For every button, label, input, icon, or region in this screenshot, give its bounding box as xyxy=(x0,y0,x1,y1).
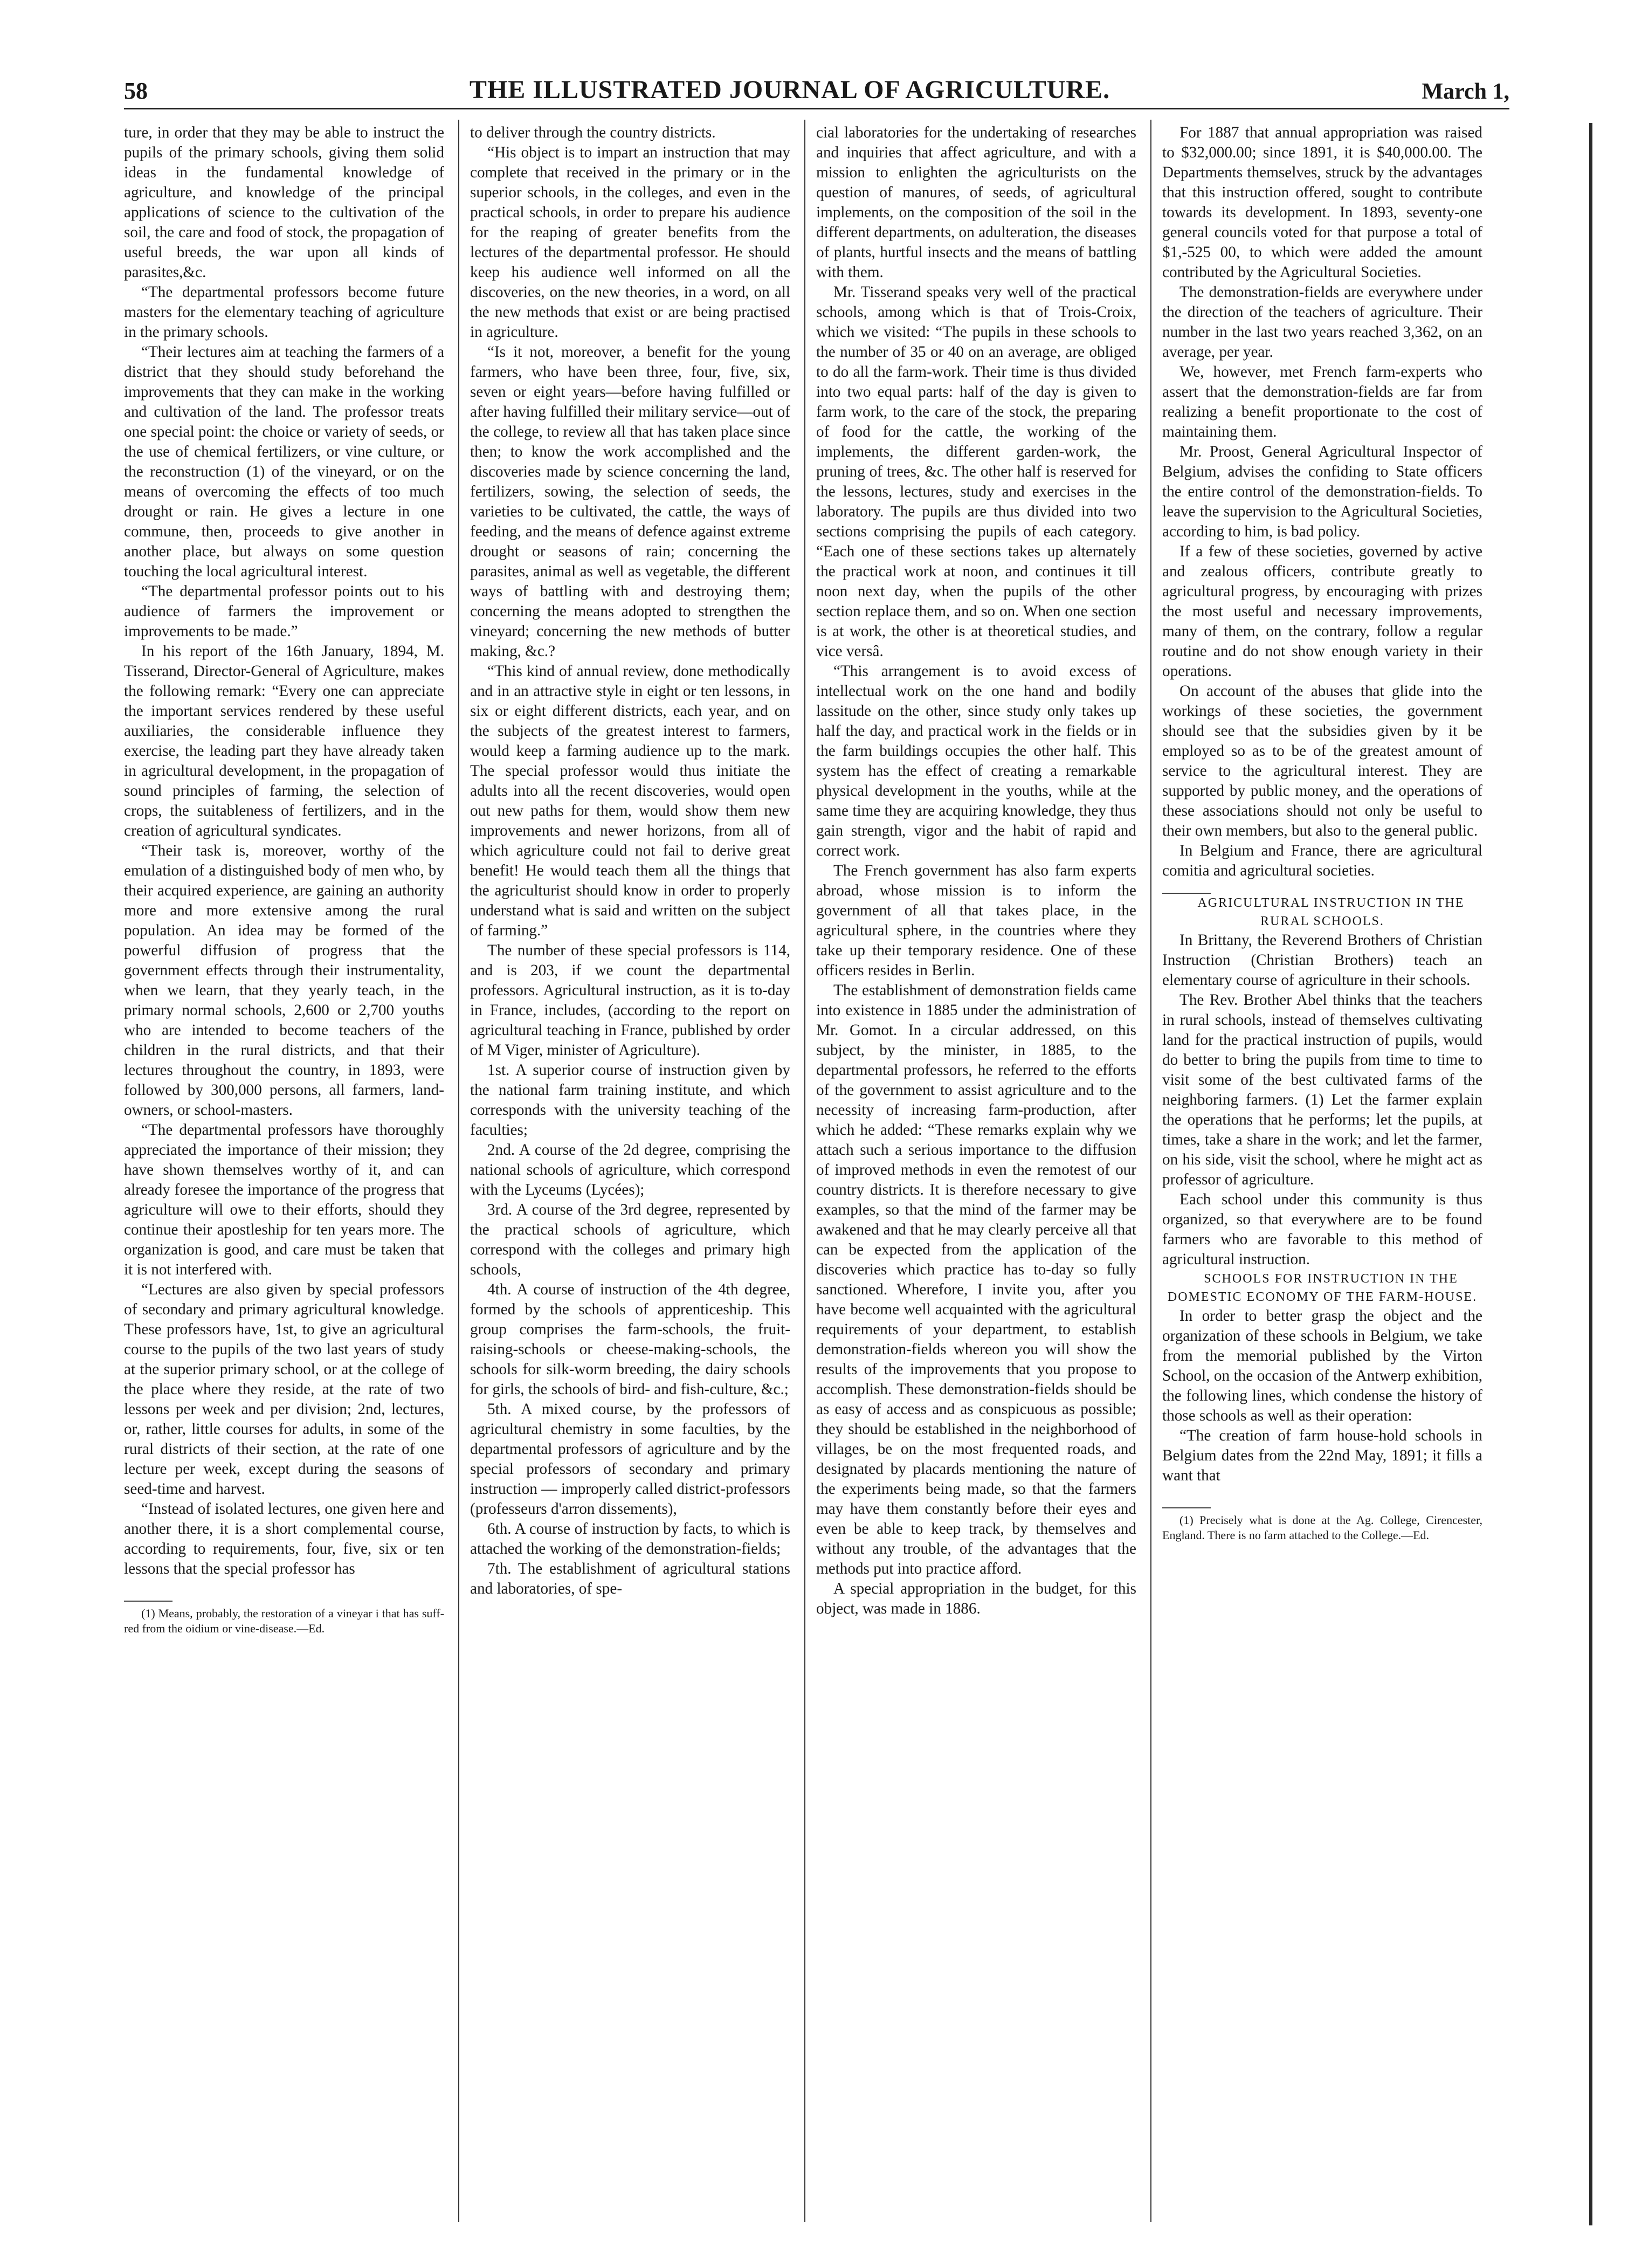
paragraph: “Instead of isolated lectures, one given here and another there, it is a short complemental course, according to requirements, four, five, six or ten lessons that the special professor has xyxy=(124,1500,444,1577)
paragraph: “The departmental professor points out to his audience of farmers the improvement or improvements to be made.” xyxy=(124,583,444,640)
paragraph: 4th. A course of instruction of the 4th degree, formed by the schools of apprenticeship. This group comprises the farm-schools, the fruit-raising-schools or cheese-making-schools, the schools for silk-worm breeding, the dairy schools for girls, the schools of bird- and fish-culture, &c.; xyxy=(470,1281,790,1398)
paragraph: The number of these special professors is 114, and is 203, if we count the departmental professors. Agricultural instruction, as it is to-day in France, includes, (according to the report on agricultural teaching in France, published by order of M Viger, minister of Agriculture). xyxy=(470,942,790,1059)
page-number: 58 xyxy=(124,78,148,104)
section-heading: AGRICULTURAL INSTRUCTION IN THE RURAL SCHOOLS. xyxy=(1197,896,1465,928)
column-3 xyxy=(816,123,1136,2225)
paragraph: “Their lectures aim at teaching the farmers of a district that they should study beforehand the improvements that they can make in the working and cultivation of the land. The professor treats one special point: the choice or variety of seeds, or the use of chemical fertilizers, or vine culture, or the reconstruction (1) of the vineyard, or on the means of overcoming the effects of too much drought or rain. He gives a lecture in one commune, then, proceeds to give another in another place, but always on some question touching the local agricultural interest. xyxy=(124,343,444,580)
page-edge-binding xyxy=(1589,123,1592,2225)
paragraph: “His object is to impart an instruction that may complete that received in the primary or in the superior schools, in the colleges, and even in the practical schools, in order to prepare his audience for the reaping of greater benefits from the lectures of the departmental professor. He should keep his audience well informed on all the discoveries, on the new theories, in a word, on all the new methods that exist or are being practised in agriculture. xyxy=(470,144,790,341)
paragraph: On account of the abuses that glide into the workings of these societies, the government should see that the subsidies given by it be employed so as to be of the greatest amount of service to the agricultural interest. They are supported by public money, and the operations of these associations should not only be useful to their own members, but also to the general public. xyxy=(1162,683,1482,839)
paragraph: A special appropriation in the budget, for this object, was made in 1886. xyxy=(816,1580,1136,1617)
paragraph: “The creation of farm house-hold schools in Belgium dates from the 22nd May, 1891; it fills a want that xyxy=(1162,1427,1482,1484)
paragraph: The establishment of demonstration fields came into existence in 1885 under the administration of Mr. Gomot. In a circular addressed, on this subject, by the minister, in 1885, to the departmental professors, he referred to the efforts of the government to assist agriculture and to the necessity of increasing farm-production, after which he added: “These remarks explain why we attach such a serious importance to the diffusion of improved methods in even the remotest of our country districts. It is therefore necessary to give examples, so that the mind of the farmer may be awakened and that he may clearly perceive all that can be expected from the application of the discoveries which practice has to-day so fully sanctioned. Wherefore, I invite you, after you have become well acquainted with the agricultural requirements of your department, to establish demonstration-fields whereon you will show the results of the improvements that you propose to accomplish. These demonstration-fields should be as easy of access and as conspicuous as possible; they should be established in the neighborhood of villages, be on the most frequented roads, and designated by placards mentioning the nature of the experiments being made, so that the farmers may have them constantly before their eyes and even be able to keep track, by themselves and without any trouble, of the advantages that the methods put into practice afford. xyxy=(816,982,1136,1577)
paragraph: If a few of these societies, governed by active and zealous officers, contribute greatly to agricultural progress, by encouraging with prizes the most useful and necessary improvements, many of them, on the contrary, follow a regular routine and do not show enough variety in their operations. xyxy=(1162,543,1482,680)
paragraph: 6th. A course of instruction by facts, to which is attached the working of the demonstration-fields; xyxy=(470,1520,790,1557)
column-rule xyxy=(804,120,805,2222)
issue-date: March 1, xyxy=(1422,79,1509,104)
column-1 xyxy=(124,123,444,2225)
paragraph: “The departmental professors become future masters for the elementary teaching of agriculture in the primary schools. xyxy=(124,284,444,341)
paragraph: cial laboratories for the undertaking of researches and inquiries that affect agriculture, and with a mission to enlighten the agriculturists on the question of manures, of seeds, of agricultural implements, on the composition of the soil in the different departments, on adulteration, the diseases of plants, hurtful insects and the means of battling with them. xyxy=(816,124,1136,281)
paragraph: In Belgium and France, there are agricultural comitia and agricultural societies. xyxy=(1162,842,1482,879)
paragraph: The Rev. Brother Abel thinks that the teachers in rural schools, instead of themselves cultivating land for the practical instruction of pupils, would do better to bring the pupils from time to time to visit some of the best cultivated farms of the neighboring farmers. (1) Let the farmer explain the operations that he performs; let the pupils, at times, take a share in the work; and let the farmer, on his side, visit the school, where he might act as professor of agriculture. xyxy=(1162,991,1482,1188)
footnote: (1) Precisely what is done at the Ag. College, Cirencester, England. There is no farm attached to the College.—Ed. xyxy=(1162,1513,1482,1542)
paragraph: “Is it not, moreover, a benefit for the young farmers, who have been three, four, five, six, seven or eight years—before having fulfilled or after having fulfilled their military service—out of the college, to review all that has taken place since then; to know the work accomplished and the discoveries made by science concerning the land, fertilizers, sowing, the selection of seeds, the varieties to be cultivated, the cattle, the ways of feeding, and the means of defence against extreme drought or seasons of rain; concerning the parasites, animal as well as vegetable, the different ways of battling with and destroying them; concerning the means adopted to strengthen the vineyard; concerning the new methods of butter making, &c.? xyxy=(470,343,790,660)
paragraph: “This arrangement is to avoid excess of intellectual work on the one hand and bodily lassitude on the other, since study only takes up half the day, and practical work in the fields or in the farm buildings occupies the other half. This system has the effect of creating a remarkable physical development in the youths, while at the same time they are acquiring knowledge, they thus gain strength, vigor and the habit of rapid and correct work. xyxy=(816,663,1136,859)
paragraph: We, however, met French farm-experts who assert that the demonstration-fields are far from realizing a benefit proportionate to the cost of maintaining them. xyxy=(1162,363,1482,440)
footnote-rule xyxy=(124,1601,173,1602)
section-heading: SCHOOLS FOR INSTRUCTION IN THE DOMESTIC ECONOMY OF THE FARM-HOUSE. xyxy=(1167,1272,1478,1304)
paragraph: “This kind of annual review, done methodically and in an attractive style in eight or ten lessons, in six or eight different districts, each year, and on the subjects of the greatest interest to farmers, would keep a farming audience up to the mark. The special professor would thus initiate the adults into all the recent discoveries, would open out new paths for them, would show them new improvements and newer horizons, from all of which agriculture could not fail to derive great benefit! He would teach them all the things that the agriculturist should know in order to properly understand what is said and written on the subject of farming.” xyxy=(470,663,790,939)
paragraph: 7th. The establishment of agricultural stations and laboratories, of spe- xyxy=(470,1560,790,1597)
paragraph: to deliver through the country districts. xyxy=(470,124,716,141)
paragraph: Each school under this community is thus organized, so that everywhere are to be found farmers who are favorable to this method of agricultural instruction. xyxy=(1162,1191,1482,1268)
paragraph: 1st. A superior course of instruction given by the national farm training institute, and which corresponds with the university teaching of the faculties; xyxy=(470,1061,790,1139)
paragraph: In his report of the 16th January, 1894, M. Tisserand, Director-General of Agriculture, makes the following remark: “Every one can appreciate the important services rendered by these useful auxiliaries, the considerable influence they exercise, the leading part they have already taken in agricultural development, in the propagation of sound principles of farming, the selection of crops, the suitableness of fertilizers, and in the creation of agricultural syndicates. xyxy=(124,643,444,839)
paragraph: 2nd. A course of the 2d degree, comprising the national schools of agriculture, which correspond with the Lyceums (Lycées); xyxy=(470,1141,790,1198)
paragraph: The French government has also farm experts abroad, whose mission is to inform the government of all that takes place, in the agricultural sphere, in the countries where they take up their temporary residence. One of these officers resides in Berlin. xyxy=(816,862,1136,979)
paragraph: In Brittany, the Reverend Brothers of Christian Instruction (Christian Brothers) teach an elementary course of agriculture in their schools. xyxy=(1162,932,1482,989)
paragraph: 5th. A mixed course, by the professors of agricultural chemistry in some faculties, by the departmental professors of agriculture and by the special professors of secondary and primary instruction — improperly called district-professors (professeurs d'arron dissements), xyxy=(470,1401,790,1518)
column-rule xyxy=(1150,120,1151,2222)
paragraph: For 1887 that annual appropriation was raised to $32,000.00; since 1891, it is $40,000.00. The Departments themselves, struck by the advantages that this instruction offered, sought to contribute towards its development. In 1893, seventy-one general councils voted for that purpose a total of $1,-525 00, to which were added the amount contributed by the Agricultural Societies. xyxy=(1162,124,1482,281)
paragraph: Mr. Proost, General Agricultural Inspector of Belgium, advises the confiding to State officers the entire control of the demonstration-fields. To leave the supervision to the Agricultural Societies, according to him, is bad policy. xyxy=(1162,443,1482,540)
paragraph: “Lectures are also given by special professors of secondary and primary agricultural knowledge. These professors have, 1st, to give an agricultural course to the pupils of the two last years of study at the superior primary school, or at the college of the place where they reside, at the rate of two lessons per week and per division; 2nd, lectures, or, rather, little courses for adults, in some of the rural districts of their section, at the rate of one lecture per week, except during the seasons of seed-time and harvest. xyxy=(124,1281,444,1498)
paragraph: ture, in order that they may be able to instruct the pupils of the primary schools, giving them solid ideas in the fundamental knowledge of agriculture, and knowledge of the principal applications of science to the cultivation of the soil, the care and food of stock, the propagation of useful breeds, the war upon all kinds of parasites,&c. xyxy=(124,124,444,281)
footnote-rule xyxy=(1162,1507,1211,1508)
paragraph: Mr. Tisserand speaks very well of the practical schools, among which is that of Trois-Croix, which we visited: “The pupils in these schools to the number of 35 or 40 on an average, are obliged to do all the farm-work. Their time is thus divided into two equal parts: half of the day is given to farm work, to the care of the stock, the preparing of food for the cattle, the working of the implements, the different garden-work, the pruning of trees, &c. The other half is reserved for the lessons, lectures, study and exercises in the laboratory. The pupils are thus divided into two sections comprising the pupils of each category. “Each one of these sections takes up alternately the practical work at noon, and continues it till noon next day, when the pupils of the other section replace them, and so on. When one section is at work, the other is at theoretical studies, and vice versâ. xyxy=(816,284,1136,660)
page-header xyxy=(124,65,1509,109)
column-2 xyxy=(470,123,790,2225)
paragraph: 3rd. A course of the 3rd degree, represented by the practical schools of agriculture, which correspond with the colleges and primary high schools, xyxy=(470,1201,790,1278)
paragraph: “The departmental professors have thoroughly appreciated the importance of their mission; they have shown themselves worthy of it, and can already foresee the importance of the progress that agriculture will owe to their efforts, should they continue their apostleship for ten years more. The organization is good, and care must be taken that it is not interfered with. xyxy=(124,1121,444,1278)
journal-title: THE ILLUSTRATED JOURNAL OF AGRICULTURE. xyxy=(469,75,1110,104)
paragraph: “Their task is, moreover, worthy of the emulation of a distinguished body of men who, by their acquired experience, are gaining an authority more and more extensive among the rural population. An idea may be formed of the powerful diffusion of progress that the government effects through their instrumentality, when we learn, that they yearly teach, in the primary normal schools, 2,600 or 2,700 youths who are intended to become teachers of the children in the rural districts, and that their lectures throughout the country, in 1893, were followed by 300,000 persons, all farmers, land-owners, or school-masters. xyxy=(124,842,444,1119)
column-rule xyxy=(458,120,459,2222)
footnote: (1) Means, probably, the restoration of a vineyar i that has suff-red from the oidium or vine-disease.—Ed. xyxy=(124,1607,444,1635)
paragraph: In order to better grasp the object and the organization of these schools in Belgium, we take from the memorial published by the Virton School, on the occasion of the Antwerp exhibition, the following lines, which condense the history of those schools as well as their operation: xyxy=(1162,1307,1482,1424)
paragraph: The demonstration-fields are everywhere under the direction of the teachers of agriculture. Their number in the last two years reached 3,362, on an average, per year. xyxy=(1162,284,1482,361)
column-4 xyxy=(1162,123,1482,2225)
